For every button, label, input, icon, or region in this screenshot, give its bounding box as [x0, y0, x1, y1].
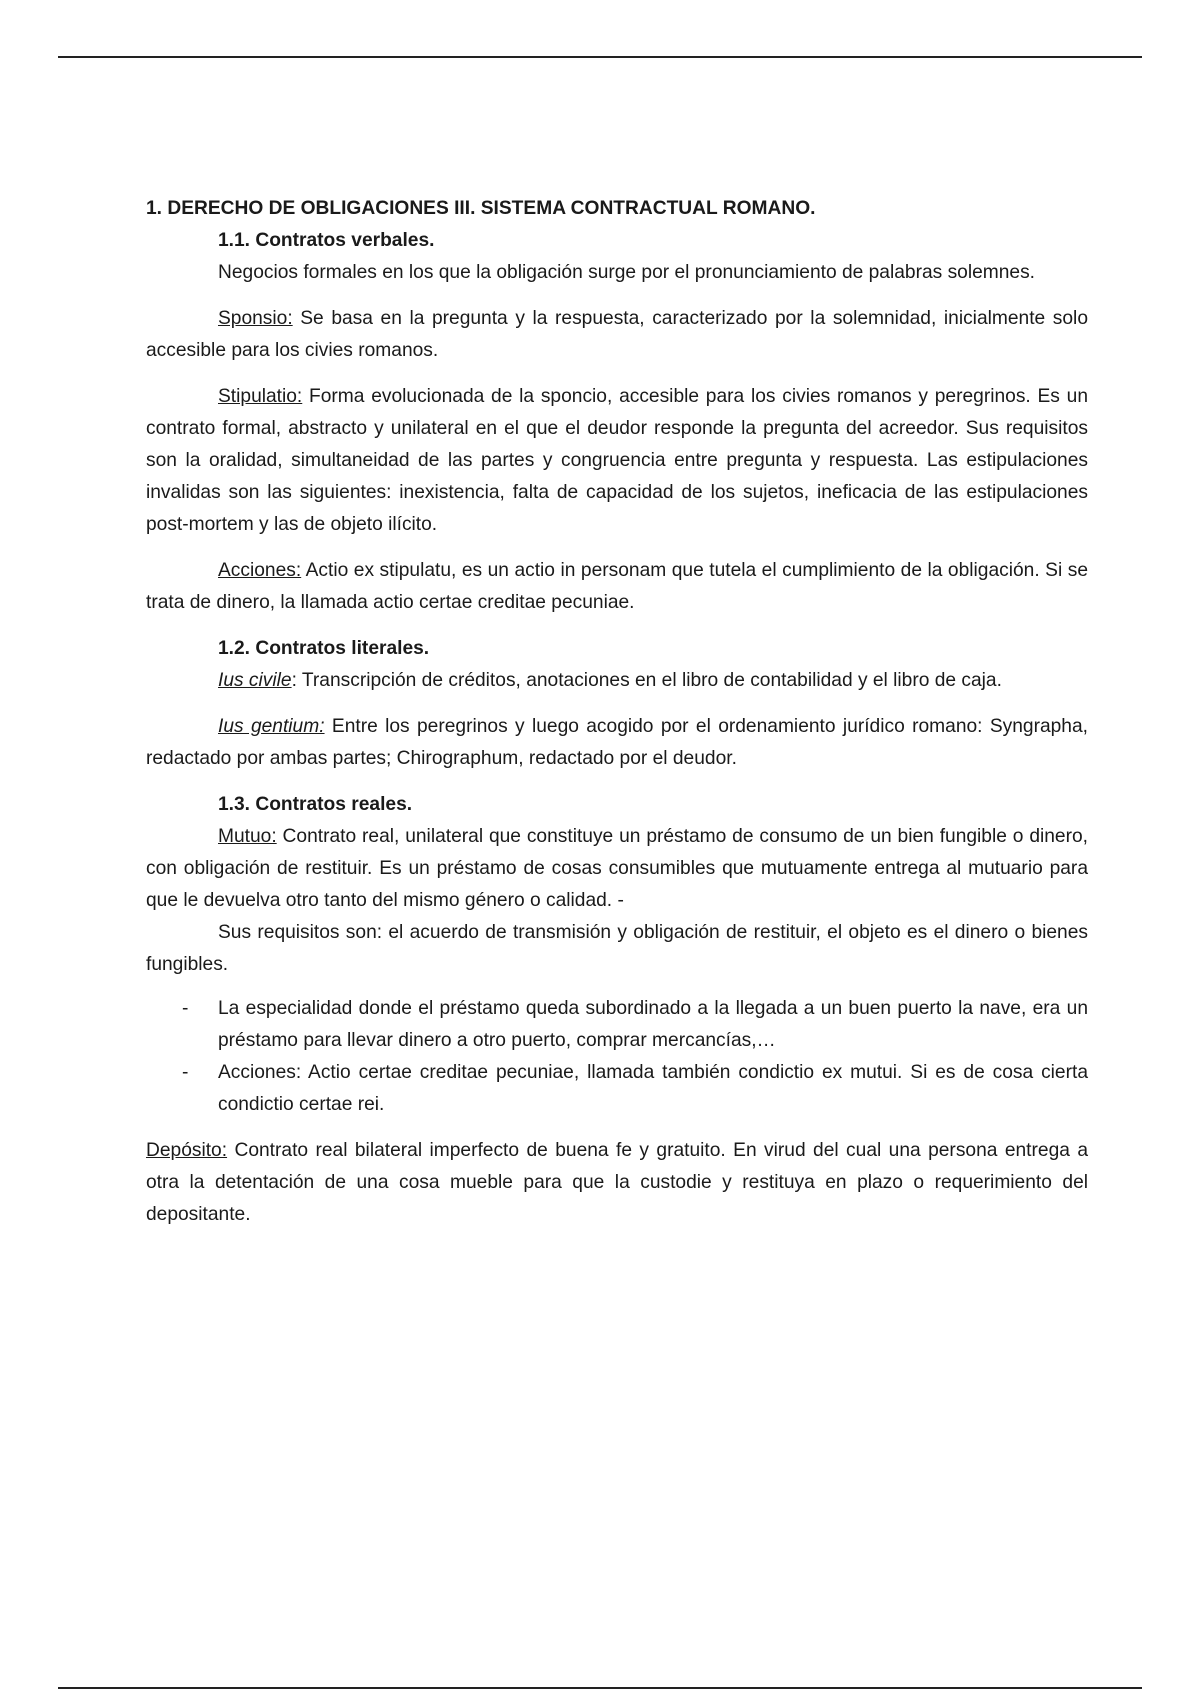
footer-rule: [58, 1687, 1142, 1689]
bullet-list: [146, 993, 1088, 1121]
text-sponsio: Se basa en la pregunta y la respuesta, caracterizado por la solemnidad, inicialmente solo accesible para los civies romanos.: [146, 308, 1088, 361]
paragraph-acciones: [146, 555, 1088, 619]
header-rule: [58, 56, 1142, 58]
paragraph-sponsio: [146, 303, 1088, 367]
list-item-text: La especialidad donde el préstamo queda subordinado a la llegada a un buen puerto la nave, era un préstamo para llevar dinero a otro puerto, comprar mercancías,…: [218, 998, 1088, 1051]
term-sponsio: Sponsio:: [218, 308, 293, 329]
text-mutuo: Contrato real, unilateral que constituye un préstamo de consumo de un bien fungible o dinero, con obligación de restituir. Es un préstamo de cosas consumibles que mutuamente entrega al mutuario para que le devuelva otro tanto del mismo género o calidad. -: [146, 826, 1088, 911]
term-mutuo: Mutuo:: [218, 826, 277, 847]
document-body: [146, 193, 1088, 1231]
section-heading-1-1: 1.1. Contratos verbales.: [218, 230, 435, 251]
text-ius-civile: : Transcripción de créditos, anotaciones en el libro de contabilidad y el libro de caja.: [291, 670, 1002, 691]
list-item-text: Acciones: Actio certae creditae pecuniae, llamada también condictio ex mutui. Si es de cosa cierta condictio certae rei.: [218, 1062, 1088, 1115]
paragraph-stipulatio: [146, 381, 1088, 541]
text-stipulatio: Forma evolucionada de la sponcio, accesible para los civies romanos y peregrinos. Es un contrato formal, abstracto y unilateral en el que el deudor responde la pregunta del acreedor. Sus requisitos son la oralidad, simultaneidad de las partes y congruencia entre pregunta y respuesta. Las estipulaciones invalidas son las siguientes: inexistencia, falta de capacidad de los sujetos, ineficacia de las estipulaciones post-mortem y las de objeto ilícito.: [146, 386, 1088, 535]
list-item: [146, 1057, 1088, 1121]
paragraph-ius-civile: [146, 665, 1088, 697]
text-acciones: Actio ex stipulatu, es un actio in personam que tutela el cumplimiento de la obligación. Si se trata de dinero, la llamada actio certae creditae pecuniae.: [146, 560, 1088, 613]
section-heading-1-2: 1.2. Contratos literales.: [218, 638, 430, 659]
bullet-marker: -: [182, 998, 189, 1019]
paragraph-mutuo: [146, 821, 1088, 917]
term-ius-civile: Ius civile: [218, 670, 292, 691]
paragraph-intro: Negocios formales en los que la obligación surge por el pronunciamiento de palabras solemnes.: [218, 262, 1036, 283]
term-acciones: Acciones:: [218, 560, 302, 581]
list-item: [146, 993, 1088, 1057]
paragraph-ius-gentium: [146, 711, 1088, 775]
section-heading-1-3: 1.3. Contratos reales.: [218, 794, 413, 815]
text-ius-gentium: Entre los peregrinos y luego acogido por el ordenamiento jurídico romano: Syngrapha, redactado por ambas partes; Chirographum, redactado por el deudor.: [146, 716, 1088, 769]
page-title: 1. DERECHO DE OBLIGACIONES III. SISTEMA CONTRACTUAL ROMANO.: [146, 198, 816, 219]
paragraph-requisitos: Sus requisitos son: el acuerdo de transmisión y obligación de restituir, el objeto es el dinero o bienes fungibles.: [146, 922, 1088, 975]
text-deposito: Contrato real bilateral imperfecto de buena fe y gratuito. En virud del cual una persona entrega a otra la detentación de una cosa mueble para que la custodie y restituya en plazo o requerimiento del depositante.: [146, 1140, 1088, 1225]
bullet-marker: -: [182, 1062, 189, 1083]
term-deposito: Depósito:: [146, 1140, 228, 1161]
term-ius-gentium: Ius gentium:: [218, 716, 325, 737]
paragraph-deposito: [146, 1135, 1088, 1231]
term-stipulatio: Stipulatio:: [218, 386, 303, 407]
